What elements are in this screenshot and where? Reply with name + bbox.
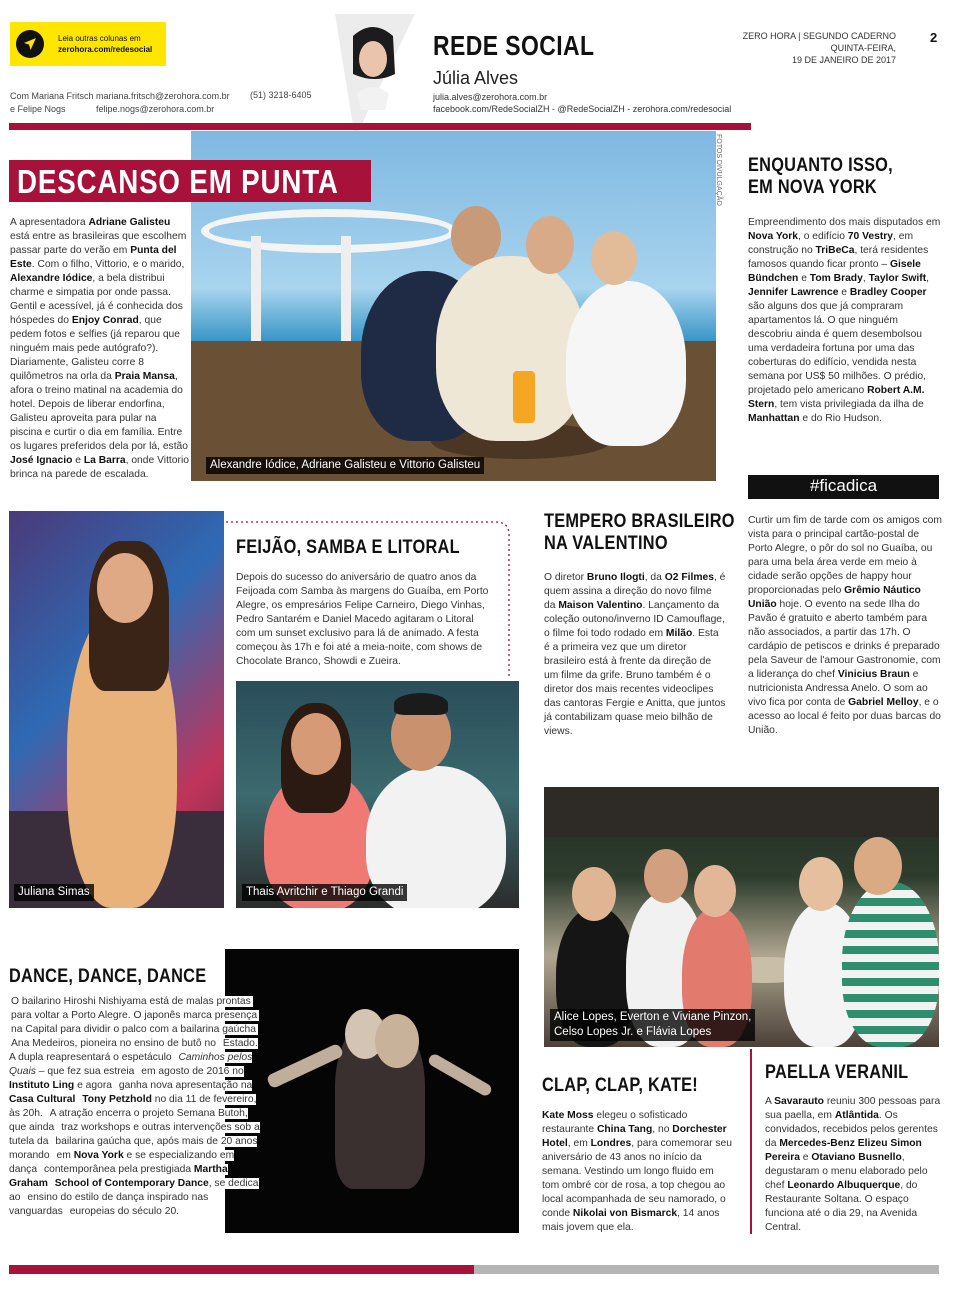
punta-caption: Alexandre Iódice, Adriane Galisteu e Vittorio Galisteu bbox=[206, 457, 484, 474]
party-caption-line-1: Alice Lopes, Everton e Viviane Pinzon, bbox=[554, 1011, 752, 1023]
column-divider bbox=[750, 1049, 752, 1234]
columnist-name: Júlia Alves bbox=[433, 68, 519, 88]
contributors bbox=[10, 90, 94, 116]
publication-weekday: QUINTA-FEIRA, bbox=[830, 43, 896, 53]
footer-rule-grey bbox=[474, 1265, 939, 1274]
publication-date: 19 DE JANEIRO DE 2017 bbox=[791, 55, 896, 65]
thais-thiago-photo bbox=[236, 681, 519, 908]
tempero-title bbox=[544, 511, 735, 555]
email-felipe[interactable]: felipe.nogs@zerohora.com.br bbox=[96, 104, 215, 114]
contributors-line-2: e Felipe Nogs bbox=[10, 104, 66, 114]
nova-york-text: Empreendimento dos mais disputados em Nova York, o edifício 70 Vestry, em construção no TriBeCa, terá residentes famosos quando ficar pronto – Gisele Bündchen e Tom Brady, Taylor Swift, Jennifer Lawrence e Bradley Cooper são alguns dos que já compraram apartamentos lá. O que ninguém descobriu ainda é quem desembolsou uma verdadeira fortuna por uma das coberturas do edifício, vendida nesta semana por US$ 50 milhões. O prédio, projetado pelo americano Robert A.M. Stern, tem vista privilegiada da ilha de Manhattan e do Rio Hudson. bbox=[748, 217, 941, 424]
party-photo bbox=[544, 787, 939, 1047]
contributors-line-1: Com Mariana Fritsch bbox=[10, 91, 94, 101]
paella-title: PAELLA VERANIL bbox=[765, 1062, 909, 1083]
punta-title: DESCANSO EM PUNTA bbox=[17, 163, 339, 200]
tempero-title-line-1: TEMPERO BRASILEIRO bbox=[544, 511, 735, 532]
clap-text: Kate Moss elegeu o sofisticado restaurante China Tang, no Dorchester Hotel, em Londres, para comemorar seu aniversário de 43 anos no início da semana. Vestindo um longo fluido em tom ombré cor de rosa, a top chegou ao local acompanhada de seu namorado, o conde Nikolai von Bismarck, 14 anos mais jovem que ela. bbox=[542, 1110, 732, 1233]
promo-line-1: Leia outras colunas em bbox=[58, 34, 141, 43]
sunshade-structure bbox=[201, 209, 457, 253]
thais-thiago-caption: Thais Avritchir e Thiago Grandi bbox=[242, 884, 407, 901]
juliana-caption: Juliana Simas bbox=[14, 884, 94, 901]
punta-photo-credit: FOTOS DIVULGAÇÃO bbox=[715, 134, 722, 206]
dance-title: DANCE, DANCE, DANCE bbox=[9, 966, 207, 987]
publication-info bbox=[700, 30, 896, 66]
punta-text: A apresentadora Adriane Galisteu está entre as brasileiras que escolhem passar parte do verão em Punta del Este. Com o filho, Vittorio, e o marido, Alexandre Iódice, a bela distribui charme e simpatia por onde passa. Gentil e acessível, já é conhecida dos hóspedes do Enjoy Conrad, que pedem fotos e selfies (já reparou que ninguém mais pede autógrafo?). Diariamente, Galisteu corre 8 quilômetros na orla da Praia Mansa, afora o treino matinal na academia do hotel. Depois de liberar endorfina, Galisteu aproveita para pular na piscina e curtir o dia em família. Entre os lugares preferidos dela por lá, estão José Ignacio e La Barra, onde Vittorio brinca na parede de escalada. bbox=[10, 217, 189, 480]
feijao-title: FEIJÃO, SAMBA E LITORAL bbox=[236, 537, 460, 558]
phone-number: (51) 3218-6405 bbox=[250, 90, 312, 100]
publication-name: ZERO HORA | SEGUNDO CADERNO bbox=[742, 31, 896, 41]
party-caption bbox=[550, 1009, 755, 1041]
nova-york-title bbox=[748, 155, 893, 199]
email-mariana[interactable]: mariana.fritsch@zerohora.com.br bbox=[96, 91, 230, 101]
columnist-email[interactable]: julia.alves@zerohora.com.br bbox=[433, 92, 548, 102]
ficadica-text: Curtir um fim de tarde com os amigos com vista para o principal cartão-postal de Porto Alegre, o pôr do sol no Guaíba, ou para uma bela área verde em meio à cidade serão opções de happy hour proporcionadas pelo Grêmio Náutico União hoje. O evento na sede Ilha do Pavão é gratuito e aberto também para não associados, a partir das 17h. O cardápio de petiscos e drinks é preparado pela Saveur de l'amour Gastronomie, com a liderança do chef Vinicius Braun e nutricionista Andressa Anelo. O som ao vivo fica por conta de Gabriel Melloy, e o acesso ao local é feito por duas barcas do União. bbox=[748, 515, 942, 736]
page-number: 2 bbox=[930, 30, 938, 45]
party-caption-line-2: Celso Lopes Jr. e Flávia Lopes bbox=[554, 1026, 712, 1038]
tempero-text: O diretor Bruno Ilogti, da O2 Filmes, é quem assina a direção do novo filme da Maison Valentino. Lançamento da coleção outono/inverno ID Camouflage, o filme foi todo rodado em Milão. Esta é a primeira vez que um diretor brasileiro está à frente da direção de um filme da grife. Bruno também é o diretor dos mais recentes videoclipes das cantoras Fergie e Anitta, que juntos já contabilizam quase meio bilhão de views. bbox=[544, 572, 726, 737]
footer-rule-accent bbox=[9, 1265, 474, 1274]
contributor-emails bbox=[96, 90, 230, 116]
clap-title: CLAP, CLAP, KATE! bbox=[542, 1075, 699, 1096]
columnist-portrait bbox=[335, 14, 420, 139]
nova-york-title-line-2: EM NOVA YORK bbox=[748, 177, 877, 198]
juliana-photo bbox=[9, 511, 224, 908]
paella-text: A Savarauto reuniu 300 pessoas para sua paella, em Atlântida. Os convidados, recebidos pelos gerentes da Mercedes-Benz Elizeu Simon Pereira e Otaviano Busnello, degustaram o menu elaborado pelo chef Leonardo Albuquerque, do Restaurante Soltana. O espaço funciona até o dia 29, na Avenida Central. bbox=[765, 1096, 941, 1233]
social-links[interactable]: facebook.com/RedeSocialZH - @RedeSocialZH - zerohora.com/redesocial bbox=[433, 104, 732, 114]
feijao-text: Depois do sucesso do aniversário de quatro anos da Feijoada com Samba às margens do Guaíba, em Porto Alegre, os empresários Felipe Carneiro, Diego Vinhas, Pedro Santarém e Daniel Macedo agitaram o Litoral com um sunset exclusivo para lá de animado. A festa começou às 17h e foi até a meia-noite, com shows de Chocolate Branco, Showdi e Zueira. bbox=[236, 572, 489, 667]
tempero-title-line-2: NA VALENTINO bbox=[544, 533, 668, 554]
nova-york-title-line-1: ENQUANTO ISSO, bbox=[748, 155, 893, 176]
cursor-arrow-icon bbox=[21, 35, 39, 53]
promo-line-2[interactable]: zerohora.com/redesocial bbox=[58, 45, 153, 54]
dance-photo bbox=[225, 949, 519, 1233]
ficadica-label: #ficadica bbox=[809, 476, 878, 495]
header-rule bbox=[9, 123, 751, 130]
column-title: REDE SOCIAL bbox=[433, 30, 595, 61]
dance-text: O bailarino Hiroshi Nishiyama está de malas prontas para voltar a Porto Alegre. O japonês marca presença na Capital para dividir o palco com a bailarina gaúcha Ana Medeiros, pioneira no ensino de butô no Estado. A dupla reapresentará o espetáculo Caminhos pelos Quais – que fez sua estreia em agosto de 2016 no Instituto Ling e agora ganha nova apresentação na Casa Cultural Tony Petzhold no dia 11 de fevereiro, às 20h. A atração encerra o projeto Semana Butoh, que ainda traz workshops e outras intervenções sob a tutela da bailarina gaúcha que, após mais de 20 anos morando em Nova York e se especializando em dança contemporânea pela prestigiada Martha Graham School of Contemporary Dance, se dedica ao ensino do estilo de dança inspirado nas vanguardas europeias do século 20. bbox=[9, 996, 260, 1217]
drink bbox=[513, 371, 535, 423]
